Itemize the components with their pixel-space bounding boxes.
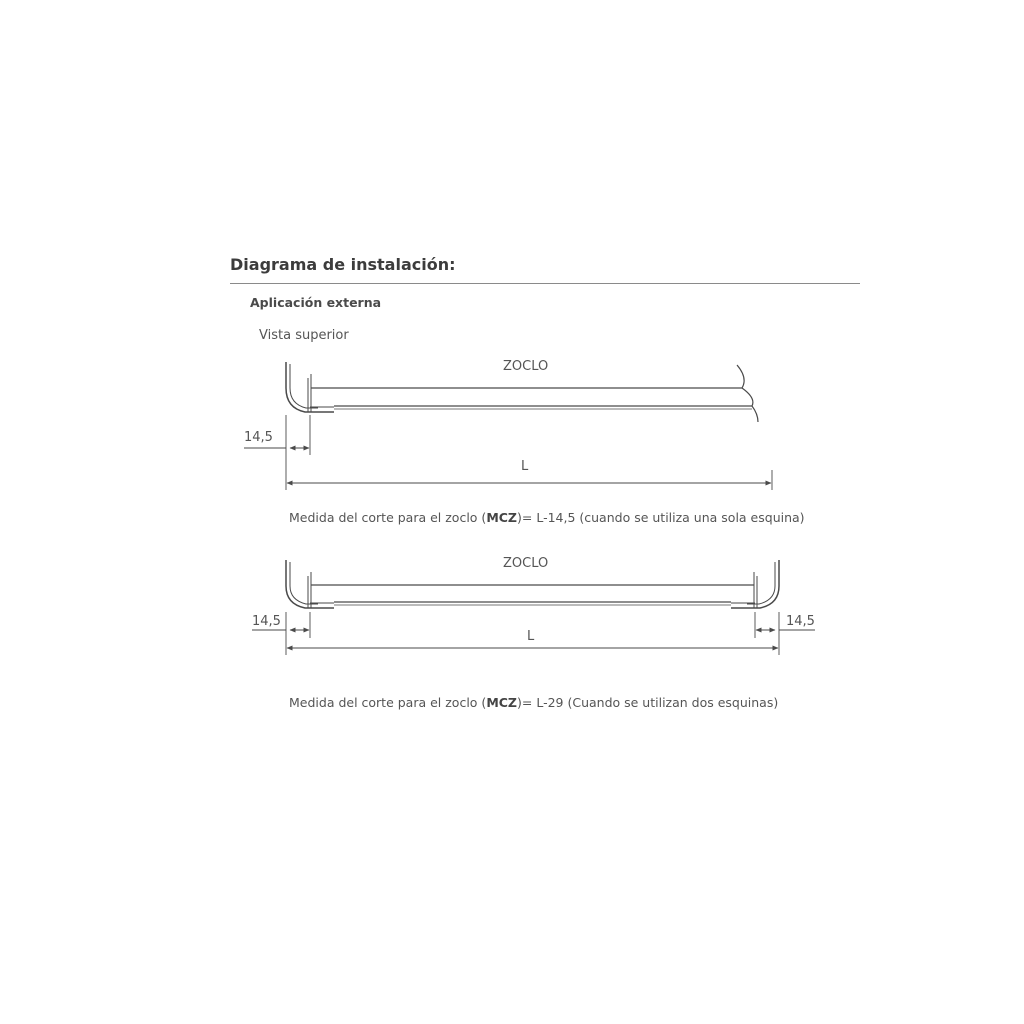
length-label: L — [527, 629, 535, 644]
corner-piece-left — [286, 362, 334, 412]
caption-two-corners — [289, 695, 778, 710]
corner-piece-left — [286, 560, 334, 608]
caption-formula: )= L-14,5 (cuando se utiliza una sola esquina) — [517, 510, 805, 525]
caption-text: Medida del corte para el zoclo ( — [289, 510, 487, 525]
diagram-single-corner — [244, 362, 772, 490]
offset-label-left: 14,5 — [252, 614, 281, 629]
offset-label: 14,5 — [244, 430, 273, 445]
view-label: Vista superior — [259, 328, 349, 343]
section-subtitle: Aplicación externa — [250, 295, 382, 310]
caption-formula: )= L-29 (Cuando se utilizan dos esquinas) — [517, 695, 779, 710]
corner-piece-right — [731, 560, 779, 608]
caption-abbreviation: MCZ — [486, 695, 517, 710]
page-title: Diagrama de instalación: — [230, 255, 456, 274]
zoclo-label: ZOCLO — [503, 556, 549, 571]
zoclo-strip — [311, 585, 754, 605]
length-label: L — [521, 459, 529, 474]
caption-single-corner — [289, 510, 805, 525]
caption-abbreviation: MCZ — [486, 510, 517, 525]
zoclo-label: ZOCLO — [503, 359, 549, 374]
caption-text: Medida del corte para el zoclo ( — [289, 695, 487, 710]
offset-label-right: 14,5 — [786, 614, 815, 629]
